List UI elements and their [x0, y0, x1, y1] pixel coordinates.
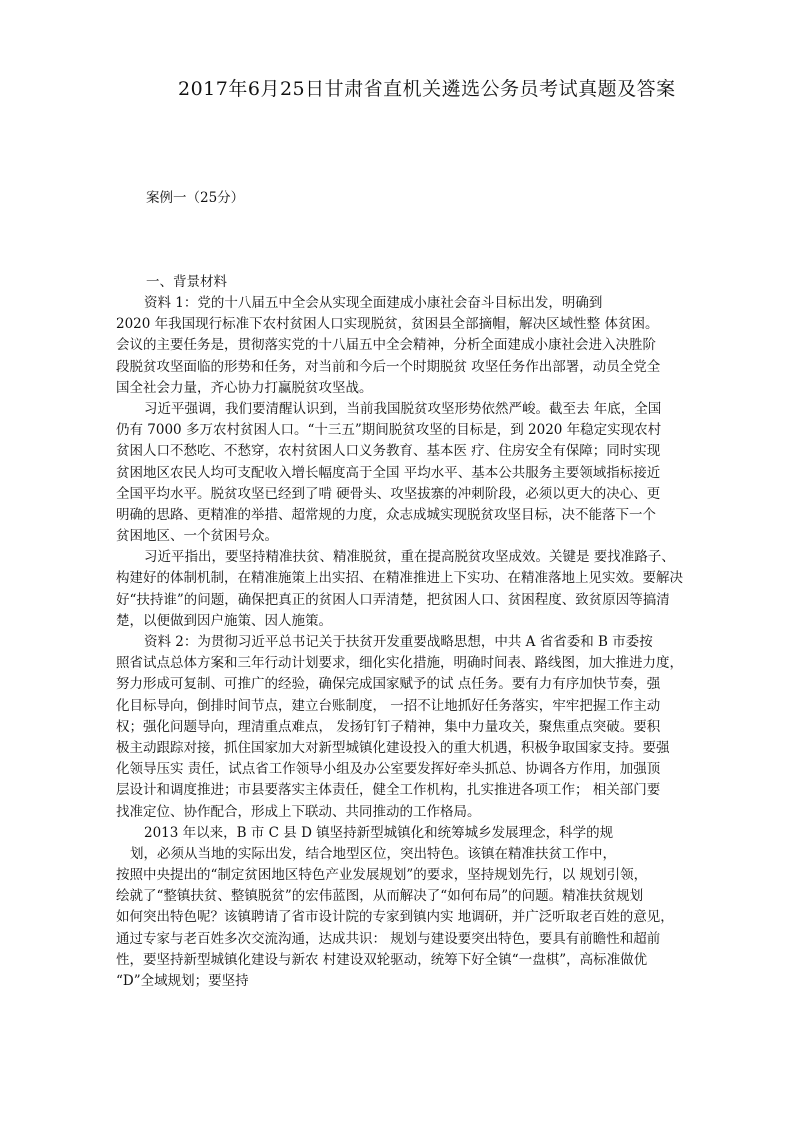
text-line: 资料 2：为贯彻习近平总书记关于扶贫开发重要战略思想，中共 A 省省委和 B 市委按 [144, 634, 653, 650]
text-line: “D”全域规划；要坚持 [116, 973, 249, 989]
text-line: 楚，以便做到因户施策、因人施策。 [116, 612, 332, 629]
text-line: 明确的思路、更精准的举措、超常规的力度，众志成城实现脱贫攻坚目标，决不能落下一个 [116, 506, 656, 523]
text-line: 贫困地区农民人均可支配收入增长幅度高于全国 平均水平、基本公共服务主要领域指标接近 [116, 464, 661, 481]
text-line: 2020 年我国现行标准下农村贫困人口实现脱贫，贫困县全部摘帽，解决区域性整 体贫困。 [116, 316, 659, 333]
text-line: 性，要坚持新型城镇化建设与新农 村建设双轮驱动，统筹下好全镇“一盘棋”，高标准做优 [116, 951, 648, 968]
text-line: 绘就了“整镇扶贫、整镇脱贫”的宏伟蓝图，从而解决了“如何布局”的问题。精准扶贫规划 [116, 888, 644, 905]
text-line: 找准定位、协作配合，形成上下联动、共同推动的工作格局。 [116, 803, 481, 820]
text-line: 层设计和调度推进；市县要落实主体责任，健全工作机构，扎实推进各项工作； 相关部门要 [116, 782, 661, 799]
text-line: 化目标导向，倒排时间节点，建立台账制度， 一招不让地抓好任务落实，牢牢把握工作主动 [116, 697, 661, 714]
document-body [116, 293, 696, 992]
text-line: 努力形成可复制、可推广的经验，确保完成国家赋予的试 点任务。要有力有序加快节奏，强 [116, 676, 661, 693]
text-line: 全国平均水平。脱贫攻坚已经到了啃 硬骨头、攻坚拔寨的冲刺阶段，必须以更大的决心、更 [116, 485, 661, 502]
document-title: 2017年6月25日甘肃省直机关遴选公务员考试真题及答案 [178, 78, 676, 100]
text-line: 仍有 7000 多万农村贫困人口。“十三五”期间脱贫攻坚的目标是，到 2020 年稳定实现农村 [116, 422, 662, 439]
text-line: 段脱贫攻坚面临的形势和任务，对当前和今后一个时期脱贫 攻坚任务作出部署，动员全党全 [116, 358, 661, 375]
text-line: 按照中央提出的“制定贫困地区特色产业发展规划”的要求，坚持规划先行，以 规划引领， [116, 867, 648, 884]
text-line: 国全社会力量，齐心协力打赢脱贫攻坚战。 [116, 379, 373, 396]
text-line: 构建好的体制机制，在精准施策上出实招、在精准推进上下实功、在精准落地上见实效。要解决 [116, 570, 683, 587]
text-line: 习近平强调，我们要清醒认识到，当前我国脱贫攻坚形势依然严峻。截至去 年底，全国 [144, 400, 662, 417]
text-line: 资料 1：党的十八届五中全会从实现全面建成小康社会奋斗目标出发，明确到 [144, 295, 603, 311]
text-line: 习近平指出，要坚持精准扶贫、精准脱贫，重在提高脱贫攻坚成效。关键是 要找准路子、 [144, 549, 675, 566]
section-heading: 一、背景材料 [146, 274, 227, 290]
text-line: 贫困地区、一个贫困号众。 [116, 528, 278, 545]
text-line: 极主动跟踪对接，抓住国家加大对新型城镇化建设投入的重大机遇，积极争取国家支持。要强 [116, 739, 670, 756]
text-line: 如何突出特色呢？该镇聘请了省市设计院的专家到镇内实 地调研，并广泛听取老百姓的意见， [116, 909, 674, 926]
text-line: 化领导压实 责任，试点省工作领导小组及办公室要发挥好牵头抓总、协调各方作用，加强顶 [116, 761, 661, 778]
text-line: 照省试点总体方案和三年行动计划要求，细化实化措施，明确时间表、路线图，加大推进力度， [116, 655, 683, 672]
text-line: 会议的主要任务是，贯彻落实党的十八届五中全会精神，分析全面建成小康社会进入决胜阶 [116, 337, 656, 354]
text-line: 划，必须从当地的实际出发，结合地型区位，突出特色。该镇在精准扶贫工作中， [130, 845, 616, 862]
text-line: 权；强化问题导向，理清重点难点， 发扬钉钉子精神，集中力量攻关，聚焦重点突破。要积 [116, 718, 661, 735]
text-line: 好“扶持谁”的问题，确保把真正的贫困人口弄清楚，把贫困人口、贫困程度、致贫原因等搞清 [116, 591, 670, 608]
text-line: 通过专家与老百姓多次交流沟通，达成共识： 规划与建设要突出特色，要具有前瞻性和超前 [116, 930, 661, 947]
text-line: 贫困人口不愁吃、不愁穿，农村贫困人口义务教育、基本医 疗、住房安全有保障；同时实现 [116, 443, 661, 460]
text-line: 2013 年以来，B 市 C 县 D 镇坚持新型城镇化和统筹城乡发展理念，科学的规 [144, 824, 614, 841]
case-heading: 案例一（25分） [146, 190, 245, 206]
